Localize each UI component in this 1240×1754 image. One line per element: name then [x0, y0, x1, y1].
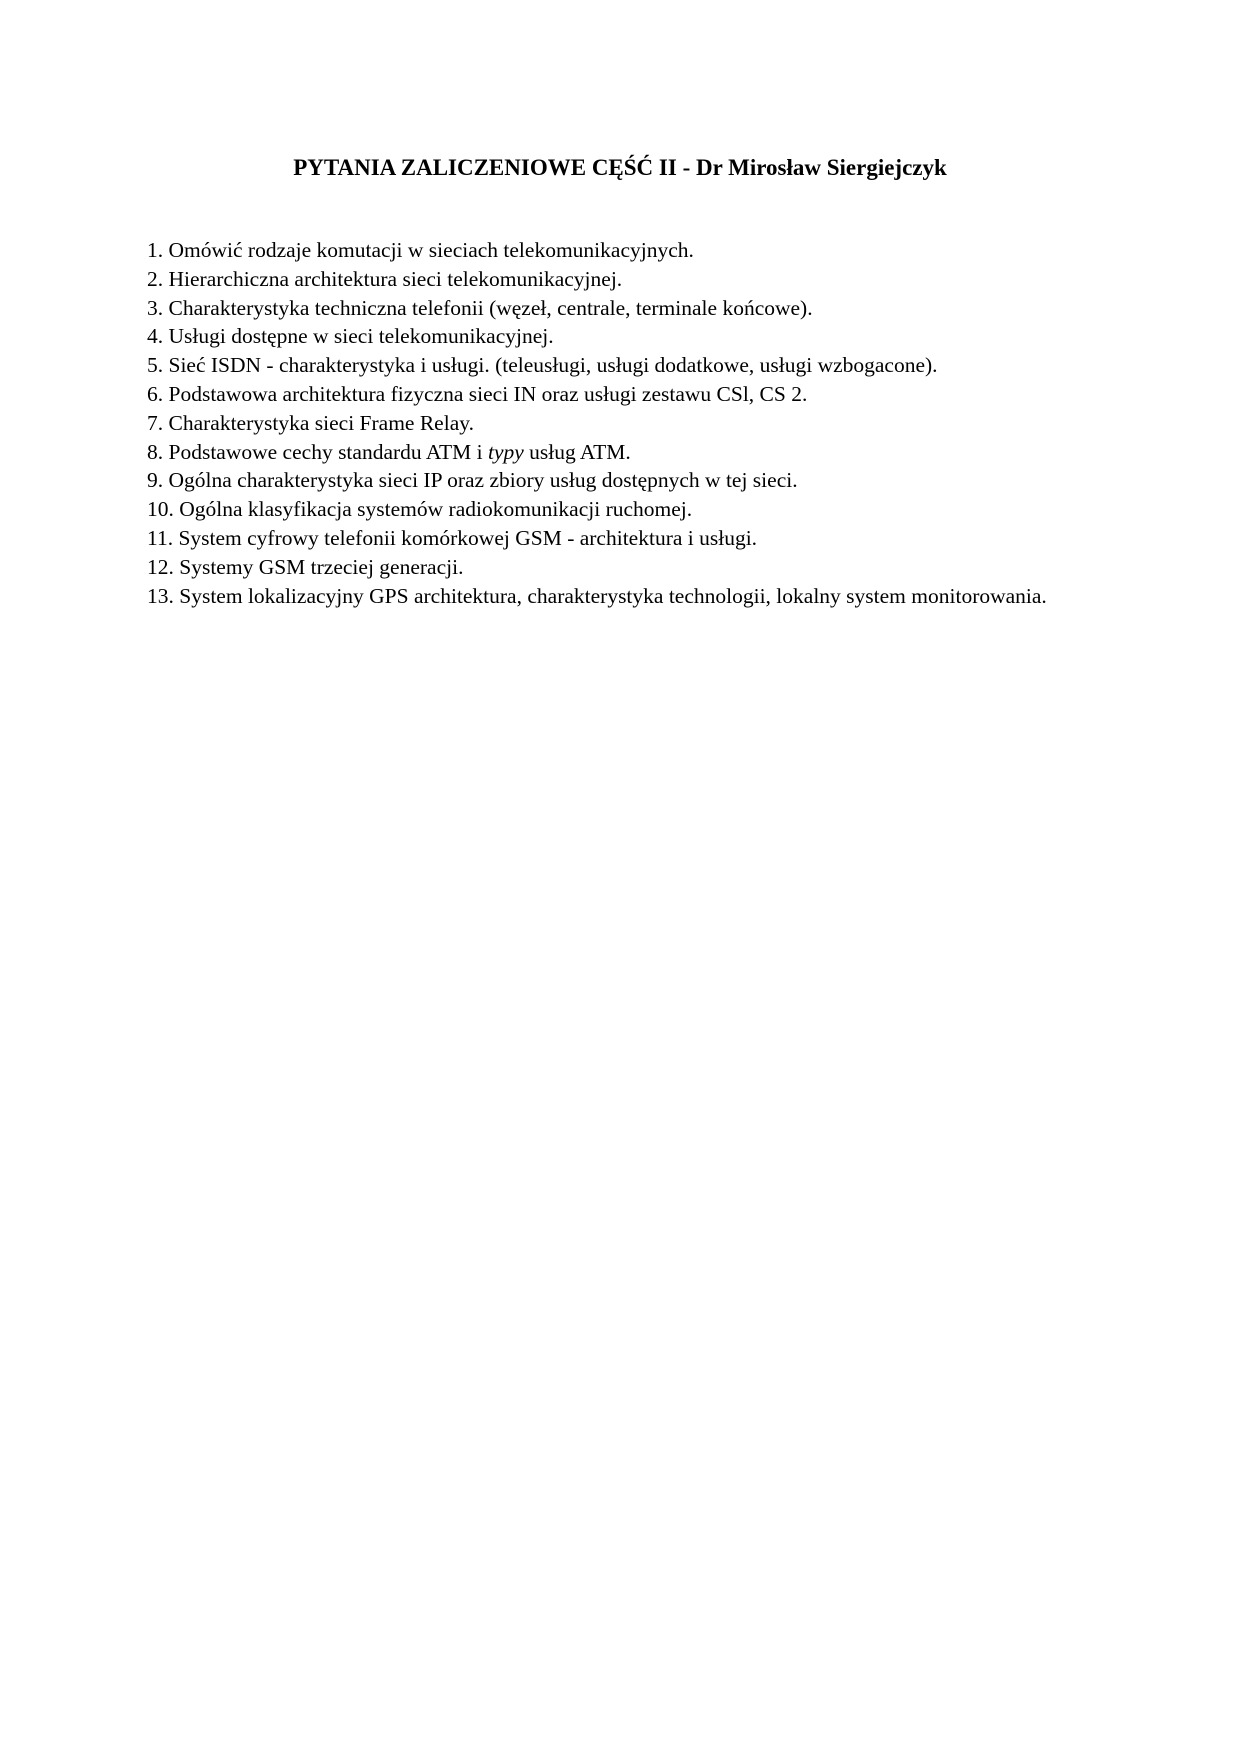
question-item: 2. Hierarchiczna architektura sieci telekomunikacyjnej. [147, 266, 623, 291]
question-item: 10. Ogólna klasyfikacja systemów radiokomunikacji ruchomej. [147, 497, 693, 522]
question-item: 9. Ogólna charakterystyka sieci IP oraz zbiory usług dostępnych w tej sieci. [147, 468, 798, 493]
question-item [147, 438, 1087, 467]
question-item: 6. Podstawowa architektura fizyczna sieci IN oraz usługi zestawu CSl, CS 2. [147, 381, 808, 406]
question-text: 8. Podstawowe cechy standardu ATM i [147, 439, 488, 464]
question-item: 4. Usługi dostępne w sieci telekomunikacyjnej. [147, 324, 554, 349]
document-title: PYTANIA ZALICZENIOWE CĘŚĆ II - Dr Mirosław Siergiejczyk [293, 155, 947, 180]
question-item: 11. System cyfrowy telefonii komórkowej GSM - architektura i usługi. [147, 525, 758, 550]
question-item: 7. Charakterystyka sieci Frame Relay. [147, 410, 474, 435]
question-list [147, 236, 1087, 610]
question-item: 3. Charakterystyka techniczna telefonii (węzeł, centrale, terminale końcowe). [147, 295, 813, 320]
question-item: 5. Sieć ISDN - charakterystyka i usługi. (teleusługi, usługi dodatkowe, usługi wzbogacone). [147, 353, 938, 378]
question-text: usług ATM. [523, 439, 631, 464]
question-item: 13. System lokalizacyjny GPS architektura, charakterystyka technologii, lokalny system monitorowania. [147, 583, 1047, 608]
question-text-italic: typy [487, 439, 524, 464]
question-item: 12. Systemy GSM trzeciej generacji. [147, 554, 464, 579]
question-item: 1. Omówić rodzaje komutacji w sieciach telekomunikacyjnych. [147, 238, 694, 262]
